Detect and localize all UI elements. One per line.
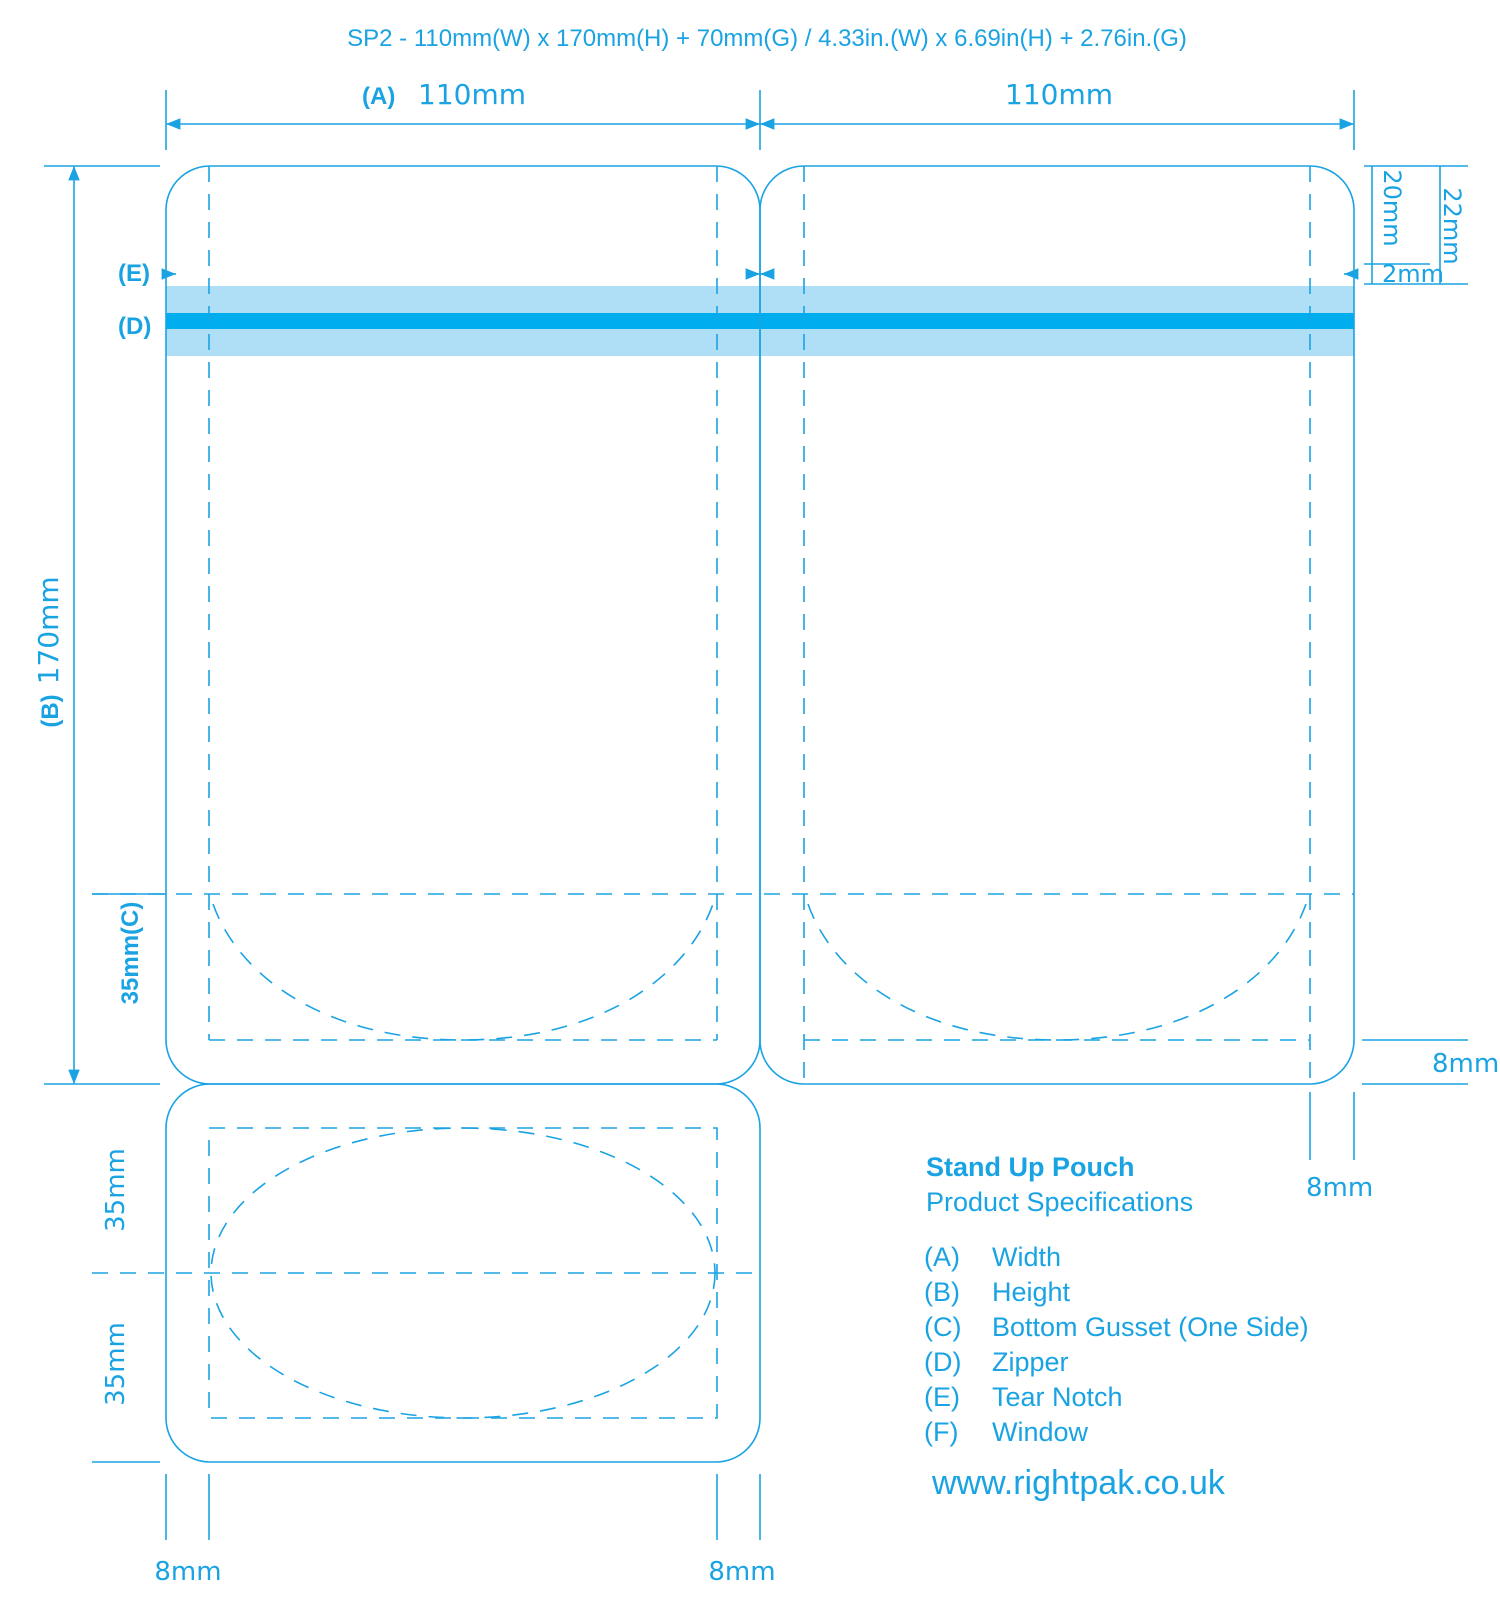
seal-bottom-left-label: 8mm [154, 1557, 222, 1587]
spec-label: Bottom Gusset (One Side) [992, 1312, 1309, 1342]
top-20mm-label: 20mm [1378, 169, 1406, 247]
tear-notch-label: (E) [118, 260, 150, 287]
seal-right-label: 8mm [1432, 1049, 1500, 1079]
spec-code: (C) [924, 1312, 962, 1342]
gusset-side-label: 35mm(C) [117, 901, 144, 1005]
width-tag: (A) [362, 83, 396, 110]
spec-label: Zipper [992, 1347, 1069, 1377]
top-2mm-label: 2mm [1382, 260, 1445, 288]
spec-label: Height [992, 1277, 1071, 1307]
spec-code: (A) [924, 1242, 960, 1272]
top-22mm-label: 22mm [1438, 187, 1466, 265]
spec-heading: Stand Up Pouch [926, 1152, 1135, 1182]
spec-label: Window [992, 1417, 1089, 1447]
gusset-half-bottom-label: 35mm [101, 1322, 131, 1406]
spec-code: (B) [924, 1277, 960, 1307]
spec-code: (D) [924, 1347, 962, 1377]
spec-code: (E) [924, 1382, 960, 1412]
width-front-label: 110mm [418, 78, 526, 111]
back-gusset-curve [808, 904, 1306, 1040]
gusset-half-top-label: 35mm [101, 1148, 131, 1232]
zipper-label: (D) [118, 313, 152, 340]
spec-list [924, 1242, 1309, 1447]
spec-label: Width [992, 1242, 1062, 1272]
width-back-label: 110mm [1005, 78, 1113, 111]
website-link[interactable]: www.rightpak.co.uk [932, 1464, 1225, 1502]
front-gusset-curve [213, 904, 713, 1040]
spec-code: (F) [924, 1417, 959, 1447]
seal-right-bottom-label: 8mm [1306, 1173, 1374, 1203]
seal-bottom-right-label: 8mm [708, 1557, 776, 1587]
spec-label: Tear Notch [992, 1382, 1123, 1412]
spec-subheading: Product Specifications [926, 1187, 1194, 1217]
height-label: (B)170mm [32, 576, 65, 728]
spec-title: SP2 - 110mm(W) x 170mm(H) + 70mm(G) / 4.33in.(W) x 6.69in(H) + 2.76in.(G) [347, 25, 1187, 52]
